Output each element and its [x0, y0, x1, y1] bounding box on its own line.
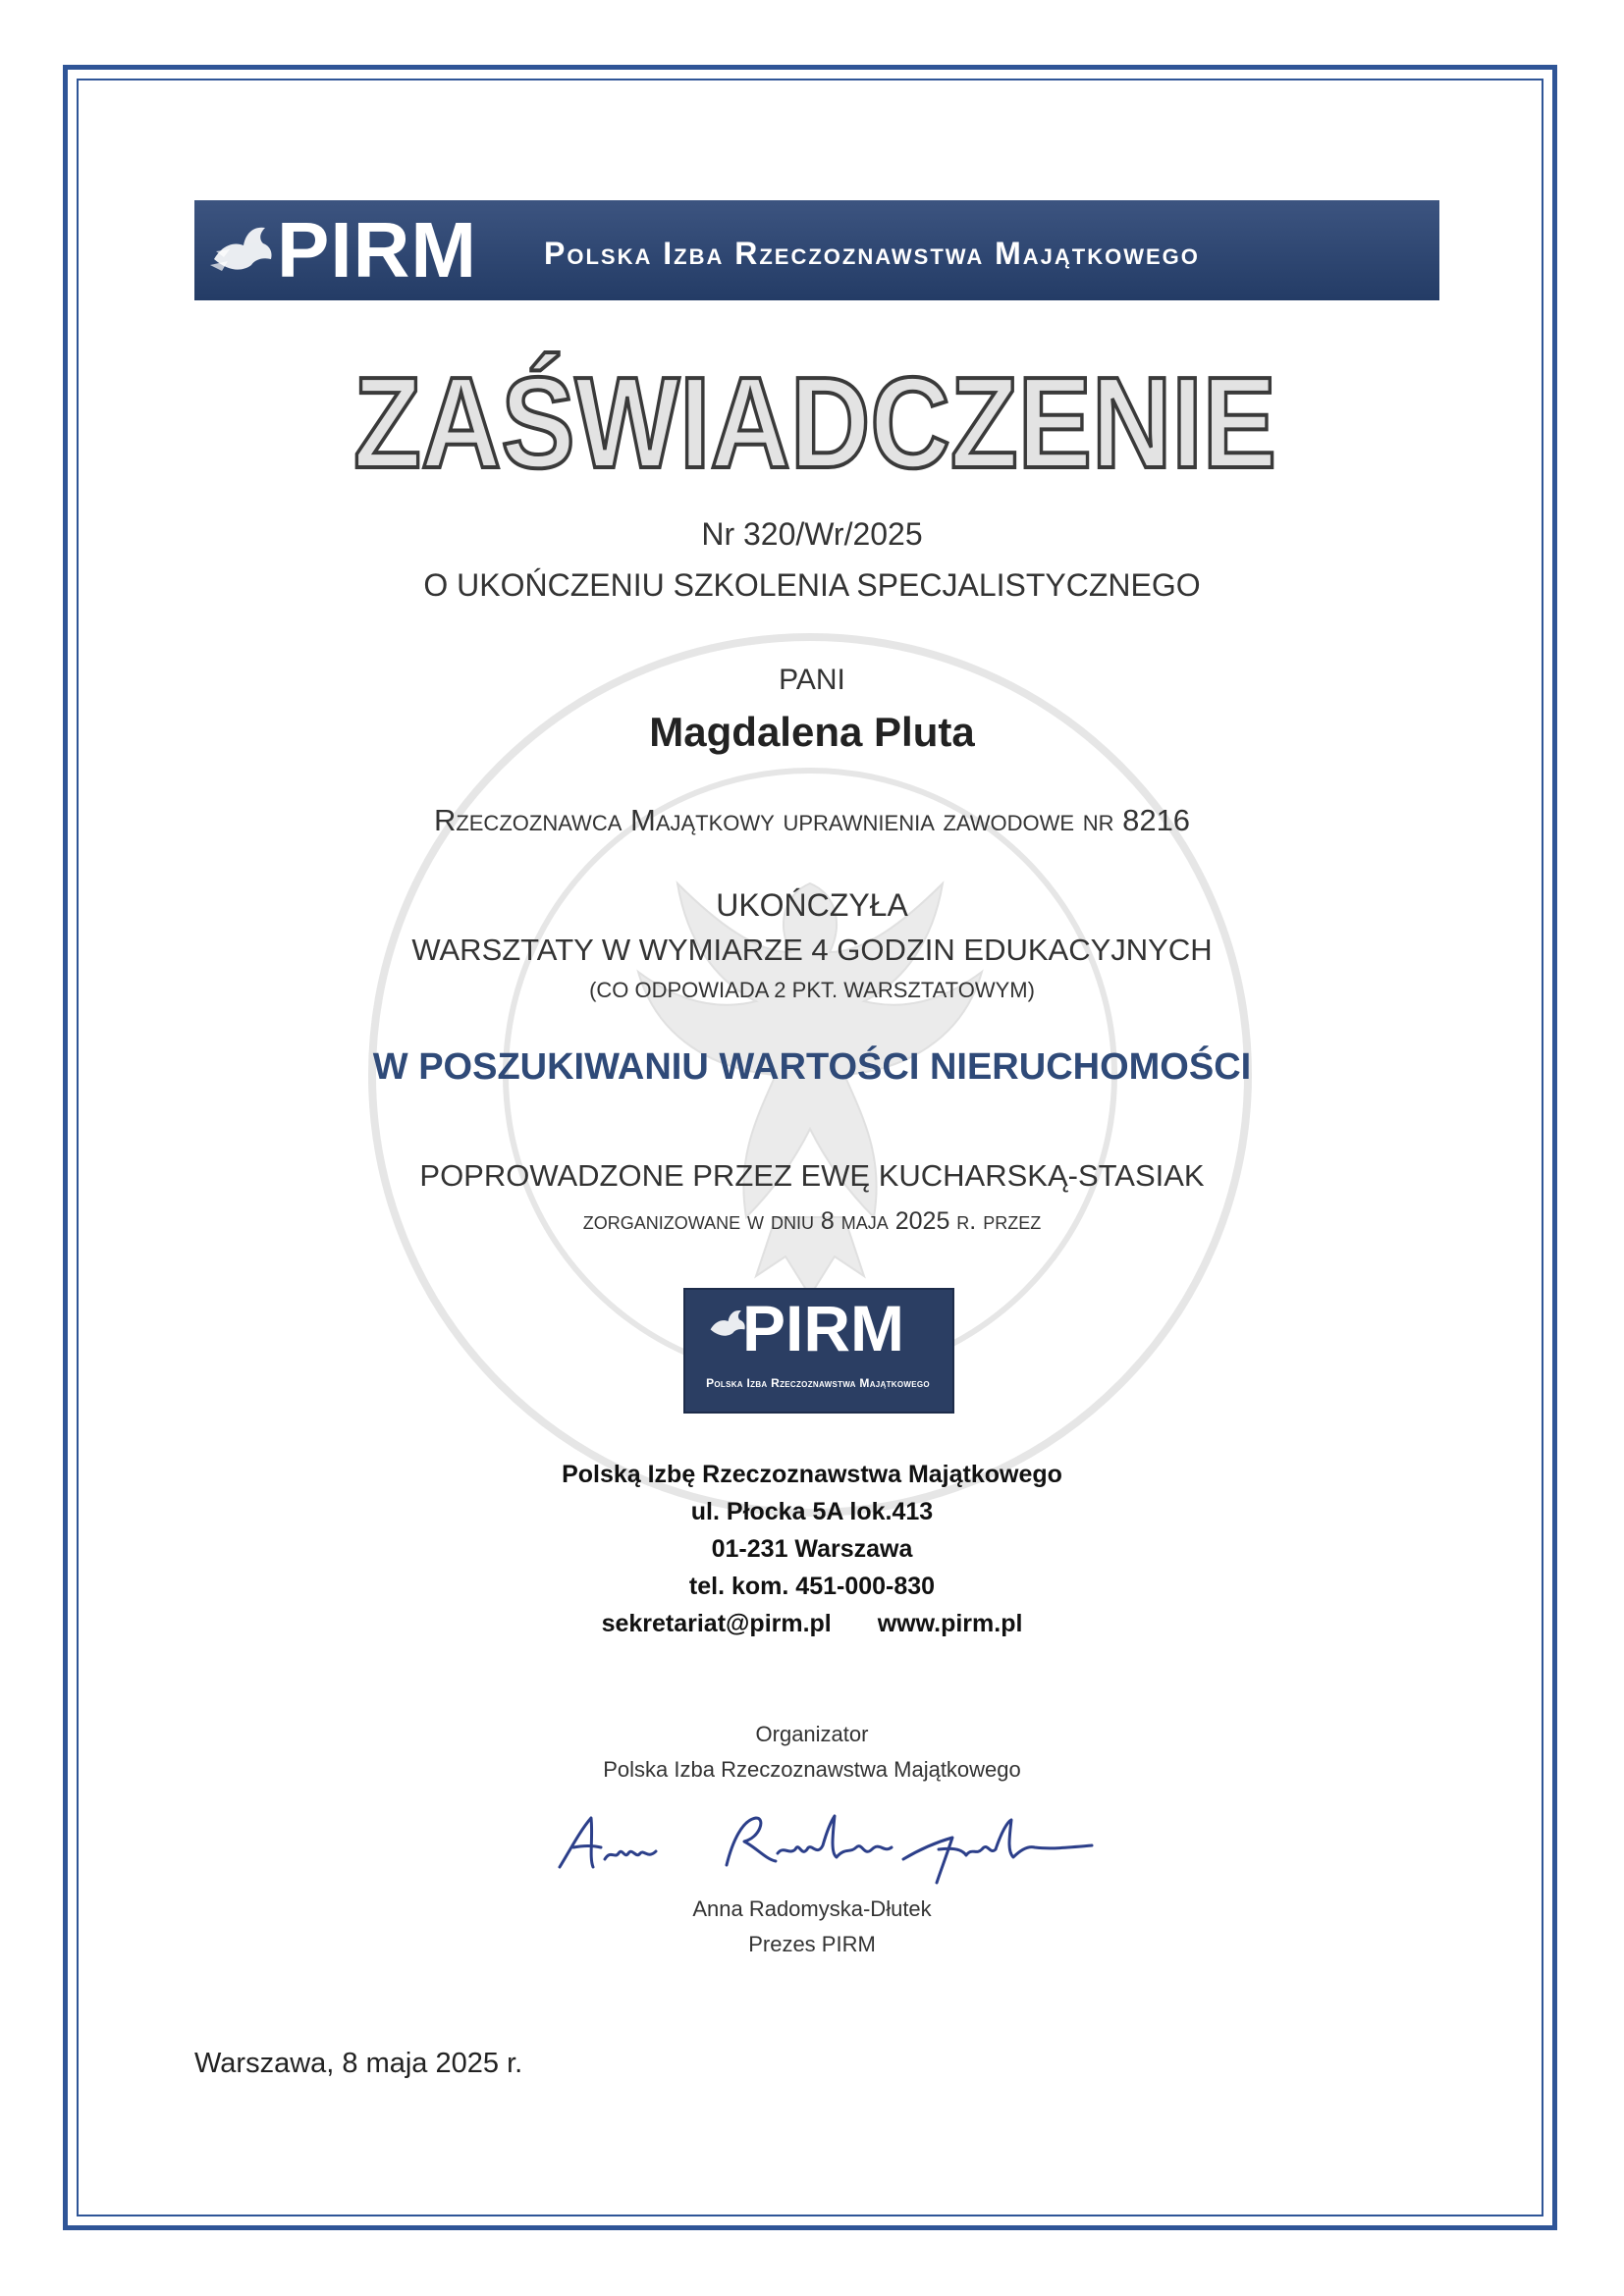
place-and-date: Warszawa, 8 maja 2025 r. [194, 2048, 523, 2079]
recipient-credential: Rzeczoznawca Majątkowy uprawnienia zawodowe nr 8216 [433, 803, 1191, 837]
website-link[interactable]: www.pirm.pl [877, 1610, 1023, 1637]
logo-wordmark: PIRM [277, 206, 477, 294]
certificate-title-text: ZAŚWIADCZENIE [353, 350, 1276, 495]
organized-on: zorganizowane w dniu 8 maja 2025 r. przez [582, 1207, 1042, 1235]
eagle-logo-icon [208, 216, 277, 285]
handwritten-signature [550, 1802, 1100, 1887]
points-note: (CO ODPOWIADA 2 PKT. WARSZTATOWYM) [589, 978, 1035, 1002]
header-banner [194, 200, 1439, 300]
led-by: POPROWADZONE PRZEZ EWĘ KUCHARSKĄ-STASIAK [419, 1158, 1205, 1193]
org-full-name: Polska Izba Rzeczoznawstwa Majątkowego [544, 236, 1200, 271]
organizer-role-label: Organizator [755, 1722, 869, 1746]
completed-label: UKOŃCZYŁA [716, 887, 908, 923]
address-name: Polską Izbę Rzeczoznawstwa Majątkowego [562, 1461, 1062, 1488]
signer-title: Prezes PIRM [748, 1932, 876, 1956]
logo-wordmark: PIRM [742, 1292, 904, 1364]
workshop-scope: WARSZTATY W WYMIARZE 4 GODZIN EDUKACYJNYCH [411, 933, 1213, 967]
address-city: 01-231 Warszawa [711, 1535, 913, 1563]
email-link[interactable]: sekretariat@pirm.pl [601, 1610, 832, 1637]
address-street: ul. Płocka 5A lok.413 [690, 1498, 934, 1525]
signer-name: Anna Radomyska-Dłutek [692, 1896, 932, 1921]
salutation: PANI [779, 664, 845, 696]
recipient-name: Magdalena Pluta [649, 709, 975, 755]
address-phone: tel. kom. 451-000-830 [688, 1573, 936, 1600]
certificate-subtitle: O UKOŃCZENIU SZKOLENIA SPECJALISTYCZNEGO [423, 567, 1201, 603]
org-full-name: Polska Izba Rzeczoznawstwa Majątkowego [706, 1376, 930, 1390]
address-contacts [0, 1610, 1624, 1638]
organizer-organization: Polska Izba Rzeczoznawstwa Majątkowego [603, 1757, 1021, 1782]
organizer-logo [683, 1288, 954, 1414]
certificate-title [324, 347, 1306, 495]
course-title: W POSZUKIWANIU WARTOŚCI NIERUCHOMOŚCI [372, 1046, 1252, 1088]
certificate-number: Nr 320/Wr/2025 [701, 516, 923, 552]
